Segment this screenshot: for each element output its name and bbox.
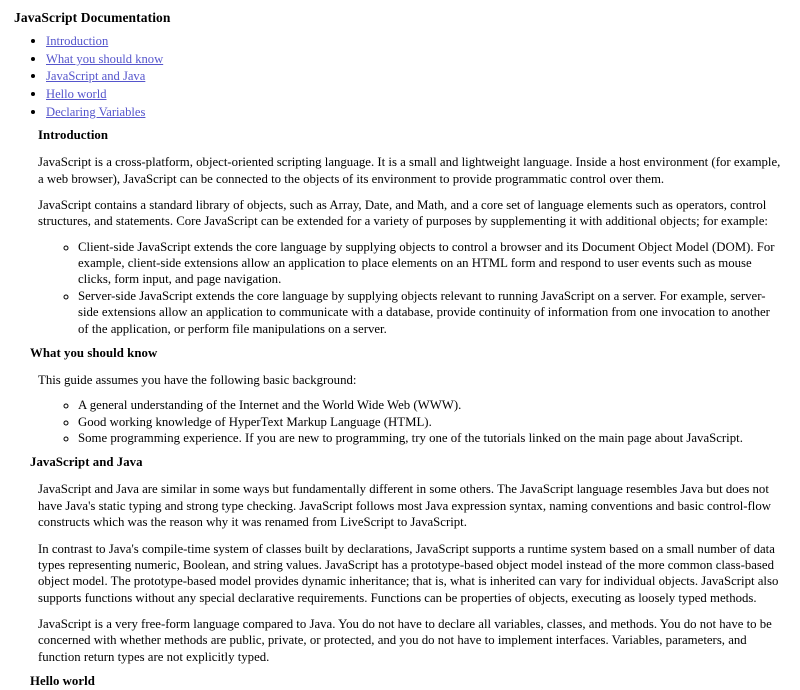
list-item: ◦ Good working knowledge of HyperText Markup Language (HTML).	[78, 414, 782, 430]
document-body	[30, 128, 782, 690]
what-you-should-know-bullet-list	[30, 397, 782, 446]
list-item: ◦ Server-side JavaScript extends the core language by supplying objects relevant to running JavaScript on a server. For example, server-side extensions allow an application to communicate with a database, provide continuity of information from one invocation to another of the application, or perform file manipulations on a server.	[78, 288, 782, 337]
section-heading-javascript-and-java: JavaScript and Java	[30, 455, 143, 470]
paragraph: JavaScript contains a standard library of objects, such as Array, Date, and Math, and a core set of language elements such as operators, control structures, and statements. Core JavaScript can be extended for a variety of purposes by supplementing it with additional objects; for example:	[38, 197, 768, 229]
list-item	[46, 85, 790, 103]
introduction-bullet-list	[30, 239, 782, 337]
section-heading-hello-world: Hello world	[30, 674, 95, 689]
paragraph: JavaScript and Java are similar in some ways but fundamentally different in some others. The JavaScript language resembles Java but does not have Java's static typing and strong type checking. JavaScript follows most Java expression syntax, naming conventions and basic control-flow constructs which was the reason why it was renamed from LiveScript to JavaScript.	[38, 482, 771, 530]
paragraph: This guide assumes you have the following basic background:	[38, 372, 357, 387]
list-item	[46, 103, 790, 121]
list-item	[46, 67, 790, 85]
list-item: ◦ Some programming experience. If you are new to programming, try one of the tutorials linked on the main page about JavaScript.	[78, 430, 782, 446]
toc-link-declaring-variables[interactable]: Declaring Variables	[46, 104, 146, 119]
paragraph: In contrast to Java's compile-time system of classes built by declarations, JavaScript supports a runtime system based on a small number of data types representing numeric, Boolean, and string values. JavaScript has a prototype-based object model instead of the more common class-based object model. The prototype-based model provides dynamic inheritance; that is, what is inherited can vary for individual objects. JavaScript also supports functions without any special declarative requirements. Functions can be properties of objects, executing as loosely typed methods.	[38, 541, 779, 605]
paragraph: JavaScript is a cross-platform, object-oriented scripting language. It is a small and lightweight language. Inside a host environment (for example, a web browser), JavaScript can be connected to the objects of its environment to provide programmatic control over them.	[38, 155, 781, 186]
section-heading-what-you-should-know: What you should know	[30, 345, 158, 360]
list-item	[46, 32, 790, 50]
page-title: JavaScript Documentation	[14, 10, 171, 25]
toc-link-what-you-should-know[interactable]: What you should know	[46, 51, 164, 66]
toc-link-introduction[interactable]: Introduction	[46, 34, 109, 49]
toc-link-javascript-and-java[interactable]: JavaScript and Java	[46, 69, 146, 84]
list-item: ◦ Client-side JavaScript extends the core language by supplying objects to control a browser and its Document Object Model (DOM). For example, client-side extensions allow an application to place elements on an HTML form and respond to user events such as mouse clicks, form input, and page navigation.	[78, 239, 782, 288]
paragraph: JavaScript is a very free-form language compared to Java. You do not have to declare all variables, classes, and methods. You do not have to be concerned with whether methods are public, private, or protected, and you do not have to implement interfaces. Variables, parameters, and function return types are not explicitly typed.	[38, 617, 772, 664]
list-item	[46, 50, 790, 68]
toc-link-hello-world[interactable]: Hello world	[46, 87, 107, 102]
section-heading-introduction: Introduction	[38, 128, 109, 143]
table-of-contents	[8, 32, 790, 120]
list-item: ◦ A general understanding of the Internet and the World Wide Web (WWW).	[78, 397, 782, 413]
